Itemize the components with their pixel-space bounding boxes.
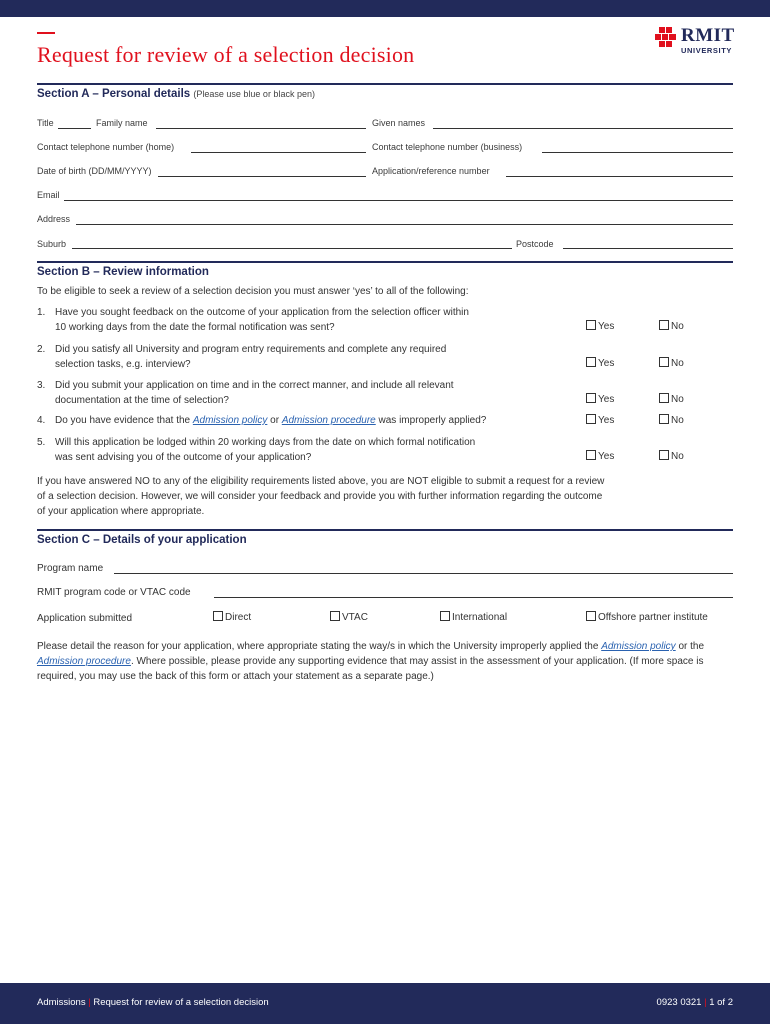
question-1 — [37, 305, 577, 335]
admission-policy-link[interactable]: Admission policy — [192, 415, 268, 426]
footer-left — [37, 997, 269, 1008]
program-code-label: RMIT program code or VTAC code — [37, 587, 191, 598]
phone-business-field[interactable] — [542, 152, 733, 153]
question-text-line: 10 working days from the date the formal notification was sent? — [55, 322, 335, 333]
question-text: or — [267, 415, 282, 426]
question-number: 2. — [37, 344, 46, 355]
postcode-label: Postcode — [516, 239, 554, 249]
checkbox-box[interactable] — [659, 357, 669, 367]
checkbox-box[interactable] — [440, 611, 450, 621]
q4-no-checkbox[interactable] — [659, 414, 684, 426]
question-number: 3. — [37, 380, 46, 391]
section-c-heading: Section C – Details of your application — [37, 534, 247, 546]
eligibility-note — [37, 474, 604, 519]
address-label: Address — [37, 214, 71, 224]
logo-wordmark: RMIT — [681, 25, 735, 46]
checkbox-box[interactable] — [659, 450, 669, 460]
phone-business-label: Contact telephone number (business) — [372, 142, 523, 152]
instruction-text: or the — [675, 641, 705, 652]
instruction-text: . Where possible, please provide any supporting evidence that may assist in the assessment of your application. (If more space is required, you may use the back of this form or attach your statement as a separate page.) — [37, 656, 704, 682]
admission-procedure-link[interactable]: Admission procedure — [281, 415, 376, 426]
section-b-heading: Section B – Review information — [37, 266, 209, 278]
top-banner — [0, 0, 770, 17]
title-field[interactable] — [58, 128, 91, 129]
section-a-title: Section A – Personal details — [37, 88, 191, 100]
question-3 — [37, 378, 577, 408]
checkbox-label: Yes — [598, 321, 615, 332]
footer-separator: | — [88, 997, 91, 1008]
section-c-rule — [37, 529, 733, 531]
note-text-line: of your application where appropriate. — [37, 506, 205, 517]
suburb-label: Suburb — [37, 239, 67, 249]
section-b-intro: To be eligible to seek a review of a selection decision you must answer ‘yes’ to all of the following: — [37, 286, 469, 297]
dob-label: Date of birth (DD/MM/YYYY) — [37, 166, 152, 176]
section-a-rule — [37, 83, 733, 85]
question-text-line: Did you submit your application on time and in the correct manner, and include all relevant — [55, 380, 454, 391]
q1-yes-checkbox[interactable] — [586, 320, 614, 332]
note-text: If you have answered — [37, 476, 135, 487]
question-text-line: Did you satisfy all University and program entry requirements and complete any required — [55, 344, 447, 355]
phone-home-label: Contact telephone number (home) — [37, 142, 175, 152]
checkbox-box[interactable] — [213, 611, 223, 621]
footer-right — [657, 997, 733, 1008]
checkbox-label: International — [452, 612, 508, 623]
note-text: to submit a request for a review — [462, 476, 605, 487]
checkbox-box[interactable] — [586, 450, 596, 460]
q2-no-checkbox[interactable] — [659, 357, 684, 369]
checkbox-label: Direct — [225, 612, 252, 623]
note-text: NO — [134, 476, 150, 487]
note-text: NOT — [407, 476, 429, 487]
title-label: Title — [37, 118, 54, 128]
program-name-field[interactable] — [114, 573, 733, 574]
checkbox-box[interactable] — [586, 320, 596, 330]
question-text-line: Have you sought feedback on the outcome of your application from the selection officer within — [55, 307, 469, 318]
footer-page-number: 1 of 2 — [709, 997, 733, 1008]
logo-subtitle: UNIVERSITY — [681, 46, 733, 55]
q3-yes-checkbox[interactable] — [586, 393, 614, 405]
checkbox-label: No — [671, 358, 684, 369]
note-text: eligible — [428, 476, 463, 487]
section-a-note: (Please use blue or black pen) — [193, 89, 315, 99]
family-name-field[interactable] — [156, 128, 366, 129]
app-ref-label: Application/reference number — [372, 166, 490, 176]
question-5 — [37, 435, 577, 465]
program-code-field[interactable] — [214, 597, 733, 598]
vtac-checkbox[interactable] — [330, 611, 368, 623]
footer-bar — [0, 983, 770, 1024]
question-text-line: selection tasks, e.g. interview? — [55, 359, 191, 370]
q2-yes-checkbox[interactable] — [586, 357, 614, 369]
direct-checkbox[interactable] — [213, 611, 251, 623]
q3-no-checkbox[interactable] — [659, 393, 684, 405]
question-text: Do you have evidence that the — [55, 415, 193, 426]
rmit-pixel-icon — [655, 27, 677, 47]
international-checkbox[interactable] — [440, 611, 507, 623]
given-names-field[interactable] — [433, 128, 733, 129]
offshore-checkbox[interactable] — [586, 611, 708, 623]
program-name-label: Program name — [37, 563, 104, 574]
checkbox-box[interactable] — [330, 611, 340, 621]
application-detail-instructions — [37, 639, 735, 684]
footer-code: 0923 0321 — [656, 997, 702, 1008]
suburb-field[interactable] — [72, 248, 512, 249]
question-number: 1. — [37, 307, 46, 318]
checkbox-label: Offshore partner institute — [598, 612, 708, 623]
given-names-label: Given names — [372, 118, 426, 128]
question-4 — [37, 413, 577, 428]
q1-no-checkbox[interactable] — [659, 320, 684, 332]
footer-doc-title: Request for review of a selection decision — [93, 997, 269, 1008]
note-text-line: of a selection decision. However, we will consider your feedback and provide you with further information regarding the outcome — [37, 491, 603, 502]
postcode-field[interactable] — [563, 248, 733, 249]
rmit-logo — [655, 26, 745, 60]
question-number: 4. — [37, 415, 46, 426]
section-b-rule — [37, 261, 733, 263]
note-text: to any of the eligibility requirements listed above, you are — [149, 476, 408, 487]
q5-yes-checkbox[interactable] — [586, 450, 614, 462]
checkbox-box[interactable] — [586, 357, 596, 367]
q5-no-checkbox[interactable] — [659, 450, 684, 462]
question-text-line: Will this application be lodged within 20 working days from the date on which formal notification — [55, 437, 476, 448]
checkbox-box[interactable] — [586, 393, 596, 403]
checkbox-label: No — [671, 415, 684, 426]
checkbox-box[interactable] — [659, 393, 669, 403]
checkbox-box[interactable] — [659, 414, 669, 424]
checkbox-label: No — [671, 394, 684, 405]
question-number: 5. — [37, 437, 46, 448]
email-field[interactable] — [64, 200, 733, 201]
footer-separator: | — [704, 997, 707, 1008]
q4-yes-checkbox[interactable] — [586, 414, 614, 426]
page-title: Request for review of a selection decision — [37, 42, 415, 67]
application-submitted-label: Application submitted — [37, 613, 133, 624]
checkbox-label: Yes — [598, 415, 615, 426]
dob-field[interactable] — [158, 176, 366, 177]
question-text-line: was sent advising you of the outcome of your application? — [55, 452, 312, 463]
family-name-label: Family name — [96, 118, 148, 128]
checkbox-box[interactable] — [586, 611, 596, 621]
app-ref-field[interactable] — [506, 176, 733, 177]
address-field[interactable] — [76, 224, 733, 225]
checkbox-label: Yes — [598, 451, 615, 462]
checkbox-label: No — [671, 321, 684, 332]
footer-department: Admissions — [37, 997, 86, 1008]
admission-policy-link[interactable]: Admission policy — [601, 641, 676, 652]
checkbox-label: VTAC — [342, 612, 368, 623]
admission-procedure-link[interactable]: Admission procedure — [37, 656, 131, 667]
phone-home-field[interactable] — [191, 152, 366, 153]
checkbox-label: Yes — [598, 394, 615, 405]
question-text-line: documentation at the time of selection? — [55, 395, 229, 406]
checkbox-label: Yes — [598, 358, 615, 369]
question-2 — [37, 342, 577, 372]
instruction-text: Please detail the reason for your application, where appropriate stating the way/s in which the University improperly applied the — [37, 641, 602, 652]
question-text: was improperly applied? — [375, 415, 487, 426]
section-a-heading — [37, 88, 315, 100]
checkbox-box[interactable] — [586, 414, 596, 424]
title-accent-dash — [37, 32, 55, 34]
email-label: Email — [37, 190, 60, 200]
checkbox-label: No — [671, 451, 684, 462]
checkbox-box[interactable] — [659, 320, 669, 330]
